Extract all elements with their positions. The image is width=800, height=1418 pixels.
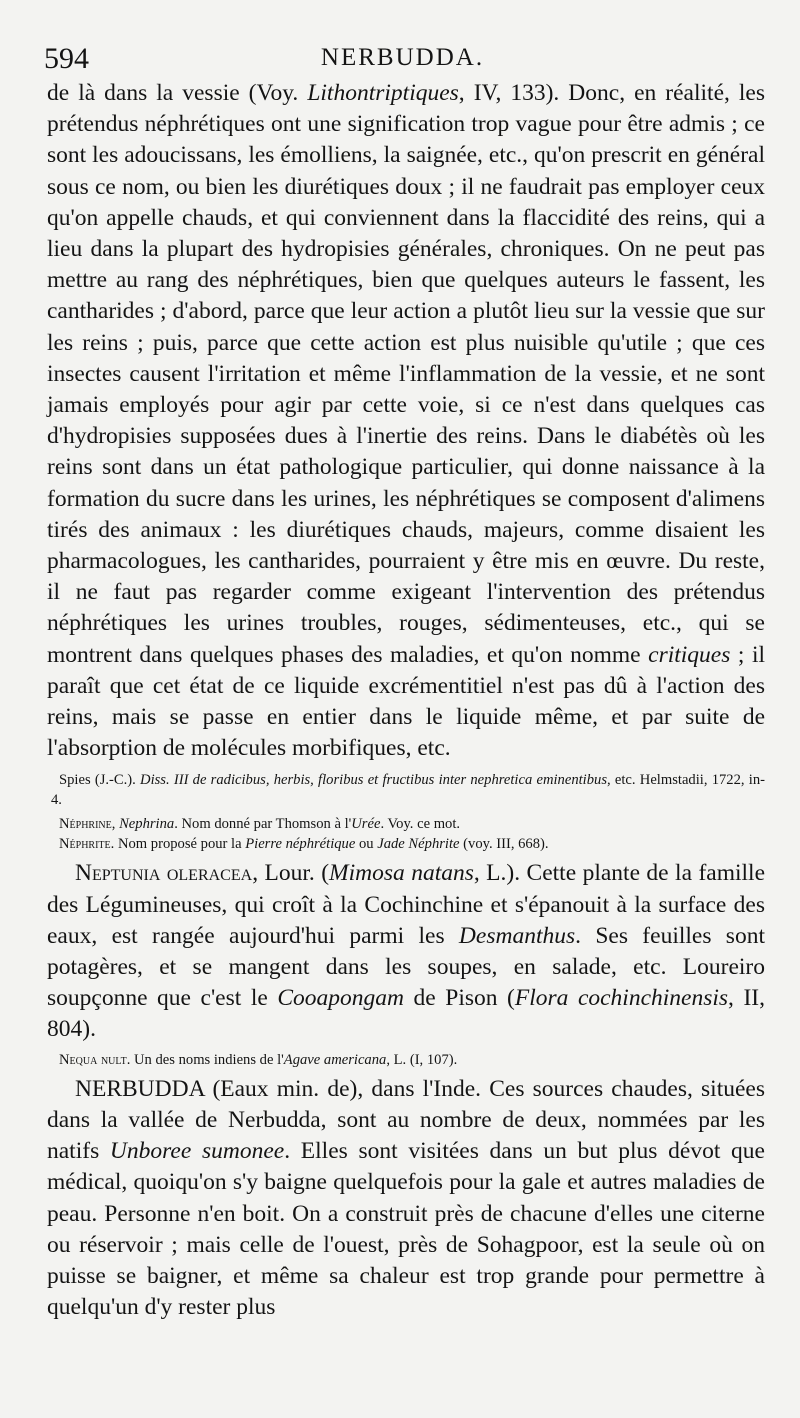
- page-body: [47, 78, 765, 1323]
- paragraph-nephretiques: de là dans la vessie (Voy. Lithontriptiques, IV, 133). Donc, en réalité, les prétendus néphrétiques ont une signification trop vague pour être admis ; ce sont les adoucissans, les émolliens, la saignée, etc., qu'on prescrit en général sous ce nom, ou bien les diurétiques doux ; il ne faudrait pas employer ceux qu'on appelle chauds, et qui conviennent dans la flaccidité des reins, qui a lieu dans la plupart des hydropisies générales, chroniques. On ne peut pas mettre au rang des néphrétiques, bien que quelques auteurs le fassent, les cantharides ; d'abord, parce que leur action a plutôt lieu sur la vessie que sur les reins ; puis, parce que cette action est plus nuisible qu'utile ; que ces insectes causent l'irritation et même l'inflammation de la vessie, et ne sont jamais employés pour agir par cette voie, si ce n'est dans quelques cas d'hydropisies supposées dues à l'inertie des reins. Dans le diabétès où les reins sont dans un état pathologique particulier, qui donne naissance à la formation du sucre dans les urines, les néphrétiques se composent d'alimens tirés des animaux : les diurétiques chauds, majeurs, comme disaient les pharmacologues, les cantharides, pourraient y être mis en œuvre. Du reste, il ne faut pas regarder comme exigeant l'intervention des prétendus néphrétiques les urines troubles, rouges, sédimenteuses, etc., qui se montrent dans quelques phases des maladies, et qu'on nomme critiques ; il paraît que cet état de ce liquide excrémentitiel n'est pas dû à l'action des reins, mais se passe en entier dans le liquide même, et par suite de l'absorption de molécules morbifiques, etc.: [47, 80, 766, 762]
- entry-nerbudda: NERBUDDA (Eaux min. de), dans l'Inde. Ces sources chaudes, situées dans la vallée de Nerbudda, sont au nombre de deux, nommées par les natifs Unboree sumonee. Elles sont visitées dans un but plus dévot que médical, quoiqu'on s'y baigne quelquefois pour la gale et autres maladies de peau. Personne n'en boit. On a construit près de chacune d'elles une citerne ou réservoir ; mais celle de l'ouest, près de Sohagpoor, est la seule où on puisse se baigner, et même sa chaleur est trop grande pour permettre à quelqu'un d'y rester plus: [47, 1075, 765, 1321]
- entry-term: Néphrite: [59, 836, 111, 853]
- entry-term: NERBUDDA: [75, 1075, 205, 1102]
- bibliography-entry: Spies (J.-C.). Diss. III de radicibus, herbis, floribus et fructibus inter nephretica eminentibus, etc. Helmstadii, 1722, in-4.: [51, 772, 765, 809]
- entry-nephrine: Néphrine, Nephrina. Nom donné par Thomson à l'Urée. Voy. ce mot.: [59, 816, 461, 833]
- entry-neptunia-oleracea: Neptunia oleracea, Lour. (Mimosa natans, L.). Cette plante de la famille des Légumineuses, qui croît à la Cochinchine et s'épanouit à la surface des eaux, est rangée aujourd'hui parmi les Desmanthus. Ses feuilles sont potagères, et se mangent dans les soupes, en salade, etc. Loureiro soupçonne que c'est le Cooapongam de Pison (Flora cochinchinensis, II, 804).: [47, 860, 766, 1043]
- page-number: 594: [44, 42, 89, 75]
- entry-nequa-nult: Nequa nult. Un des noms indiens de l'Agave americana, L. (I, 107).: [59, 1051, 458, 1068]
- entry-term: Nequa nult: [59, 1051, 127, 1068]
- entry-term: Néphrine: [59, 816, 112, 833]
- page-header: [40, 38, 765, 78]
- entry-term: Neptunia oleracea: [75, 860, 253, 887]
- entry-nephrite: Néphrite. Nom proposé pour la Pierre néphrétique ou Jade Néphrite (voy. III, 668).: [59, 836, 549, 853]
- running-head: NERBUDDA.: [320, 44, 485, 71]
